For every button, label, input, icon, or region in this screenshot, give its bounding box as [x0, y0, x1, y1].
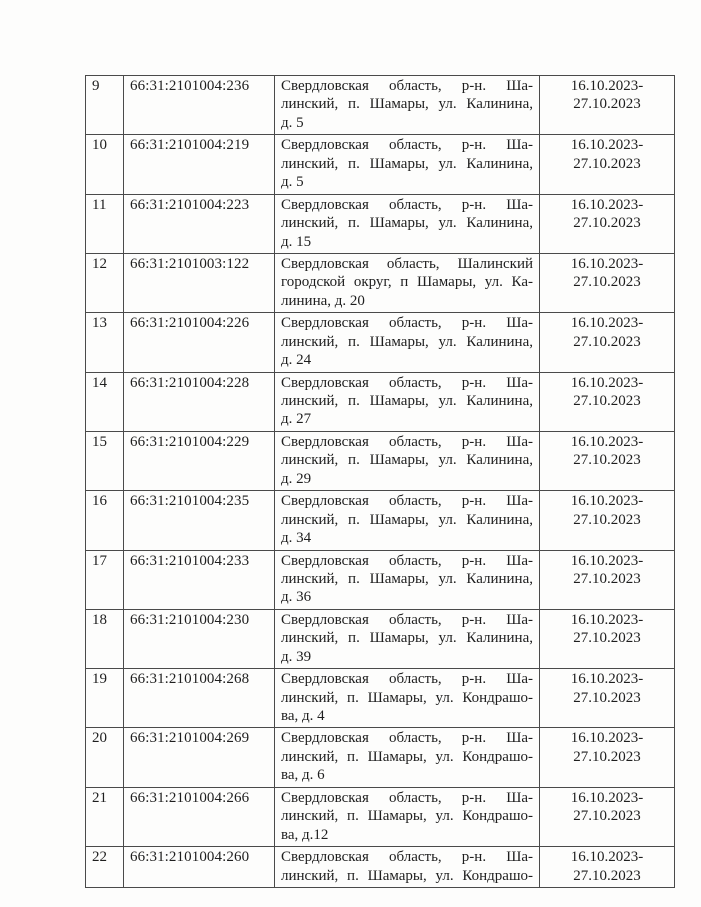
table-row	[86, 135, 675, 194]
period-line: 16.10.2023-	[570, 315, 644, 332]
row-number-cell: 10	[86, 135, 124, 194]
cadastral-number-cell: 66:31:2101004:266	[124, 787, 275, 846]
period-line: 16.10.2023-	[570, 849, 644, 866]
address-line: линский, п. Шамары, ул. Калинина,	[281, 155, 533, 172]
address-line: линский, п. Шамары, ул. Калинина,	[281, 333, 533, 350]
address-line: д. 5	[281, 114, 304, 131]
address-cell	[275, 313, 540, 372]
address-cell	[275, 431, 540, 490]
address-line: д. 36	[281, 589, 312, 606]
row-number-cell: 16	[86, 491, 124, 550]
cadastral-number-cell: 66:31:2101004:219	[124, 135, 275, 194]
address-cell	[275, 253, 540, 312]
cadastral-number-cell: 66:31:2101003:122	[124, 253, 275, 312]
period-line: 27.10.2023	[573, 511, 641, 528]
period-line: 16.10.2023-	[570, 730, 644, 747]
address-line: д. 5	[281, 174, 304, 191]
address-line: линский, п. Шамары, ул. Калинина,	[281, 452, 533, 469]
address-line: д. 29	[281, 470, 312, 487]
row-number-cell: 11	[86, 194, 124, 253]
period-line: 27.10.2023	[573, 689, 641, 706]
period-cell	[540, 135, 675, 194]
period-cell	[540, 194, 675, 253]
address-cell	[275, 847, 540, 888]
address-line: Свердловская область, р-н. Ша-	[281, 671, 533, 688]
period-cell	[540, 728, 675, 787]
period-cell	[540, 76, 675, 135]
address-cell	[275, 609, 540, 668]
address-line: линский, п. Шамары, ул. Калинина,	[281, 215, 533, 232]
cadastral-number-cell: 66:31:2101004:260	[124, 847, 275, 888]
cadastral-number-cell: 66:31:2101004:269	[124, 728, 275, 787]
table-row	[86, 76, 675, 135]
address-line: д. 34	[281, 530, 312, 547]
address-line: линский, п. Шамары, ул. Калинина,	[281, 511, 533, 528]
row-number-cell: 14	[86, 372, 124, 431]
cadastral-number-cell: 66:31:2101004:223	[124, 194, 275, 253]
address-line: Свердловская область, р-н. Ша-	[281, 78, 533, 94]
address-cell	[275, 135, 540, 194]
address-line: линский, п. Шамары, ул. Калинина,	[281, 393, 533, 409]
address-line: Свердловская область, р-н. Ша-	[281, 137, 533, 154]
address-line: линский, п. Шамары, ул. Кондрашо-	[281, 867, 533, 884]
period-line: 16.10.2023-	[570, 493, 644, 510]
address-line: д. 15	[281, 233, 312, 250]
period-line: 27.10.2023	[573, 452, 641, 469]
address-line: линский, п. Шамары, ул. Кондрашо-	[281, 689, 533, 706]
period-cell	[540, 847, 675, 888]
row-number-cell: 17	[86, 550, 124, 609]
period-cell	[540, 787, 675, 846]
period-line: 16.10.2023-	[570, 789, 644, 806]
table-row	[86, 313, 675, 372]
address-line: линский, п. Шамары, ул. Кондрашо-	[281, 748, 533, 765]
row-number-cell: 22	[86, 847, 124, 888]
cadastral-number-cell: 66:31:2101004:268	[124, 669, 275, 728]
period-cell	[540, 431, 675, 490]
period-line: 27.10.2023	[573, 155, 641, 172]
table-row	[86, 609, 675, 668]
row-number-cell: 9	[86, 76, 124, 135]
period-line: 16.10.2023-	[570, 433, 644, 450]
address-line: Свердловская область, р-н. Ша-	[281, 196, 533, 213]
address-line: линский, п. Шамары, ул. Кондрашо-	[281, 808, 533, 825]
period-line: 27.10.2023	[573, 393, 641, 409]
address-line: д. 39	[281, 648, 312, 665]
period-cell	[540, 313, 675, 372]
row-number-cell: 21	[86, 787, 124, 846]
period-cell	[540, 491, 675, 550]
period-cell	[540, 609, 675, 668]
address-line: Свердловская область, р-н. Ша-	[281, 789, 533, 806]
cadastral-number-cell: 66:31:2101004:236	[124, 76, 275, 135]
address-line: ва, д.12	[281, 826, 329, 843]
cadastral-number-cell: 66:31:2101004:229	[124, 431, 275, 490]
period-line: 16.10.2023-	[570, 374, 644, 391]
cadastral-number-cell: 66:31:2101004:228	[124, 372, 275, 431]
table-row	[86, 728, 675, 787]
address-line: городской округ, п Шамары, ул. Ка-	[281, 274, 533, 291]
row-number-cell: 12	[86, 253, 124, 312]
address-cell	[275, 194, 540, 253]
period-line: 16.10.2023-	[570, 137, 644, 154]
address-cell	[275, 491, 540, 550]
address-line: Свердловская область, р-н. Ша-	[281, 730, 533, 747]
address-cell	[275, 787, 540, 846]
table-row	[86, 194, 675, 253]
table-row	[86, 787, 675, 846]
row-number-cell: 20	[86, 728, 124, 787]
address-cell	[275, 550, 540, 609]
period-line: 16.10.2023-	[570, 611, 644, 628]
address-line: Свердловская область, р-н. Ша-	[281, 433, 533, 450]
period-line: 27.10.2023	[573, 808, 641, 825]
table-body	[86, 76, 675, 888]
address-line: ва, д. 4	[281, 708, 325, 724]
period-line: 16.10.2023-	[570, 671, 644, 688]
period-cell	[540, 253, 675, 312]
period-line: 27.10.2023	[573, 867, 641, 884]
row-number-cell: 15	[86, 431, 124, 490]
address-line: линский, п. Шамары, ул. Калинина,	[281, 570, 533, 587]
table-row	[86, 491, 675, 550]
address-line: д. 24	[281, 352, 312, 369]
period-cell	[540, 550, 675, 609]
cadastral-number-cell: 66:31:2101004:226	[124, 313, 275, 372]
period-line: 16.10.2023-	[570, 78, 644, 94]
cadastral-table	[85, 75, 675, 888]
address-cell	[275, 669, 540, 728]
table-row	[86, 431, 675, 490]
period-cell	[540, 669, 675, 728]
row-number-cell: 13	[86, 313, 124, 372]
period-line: 27.10.2023	[573, 96, 641, 113]
period-line: 27.10.2023	[573, 333, 641, 350]
address-line: Свердловская область, р-н. Ша-	[281, 552, 533, 569]
address-line: д. 27	[281, 411, 312, 428]
table-row	[86, 372, 675, 431]
period-line: 16.10.2023-	[570, 255, 644, 272]
address-line: Свердловская область, р-н. Ша-	[281, 493, 533, 510]
period-line: 16.10.2023-	[570, 552, 644, 569]
row-number-cell: 19	[86, 669, 124, 728]
table-row	[86, 847, 675, 888]
address-line: Свердловская область, р-н. Ша-	[281, 374, 533, 391]
address-line: Свердловская область, р-н. Ша-	[281, 611, 533, 628]
period-line: 16.10.2023-	[570, 196, 644, 213]
cadastral-number-cell: 66:31:2101004:235	[124, 491, 275, 550]
table-row	[86, 550, 675, 609]
cadastral-number-cell: 66:31:2101004:233	[124, 550, 275, 609]
row-number-cell: 18	[86, 609, 124, 668]
period-line: 27.10.2023	[573, 274, 641, 291]
period-line: 27.10.2023	[573, 630, 641, 647]
address-line: линина, д. 20	[281, 292, 365, 309]
address-line: линский, п. Шамары, ул. Калинина,	[281, 630, 533, 647]
table-row	[86, 669, 675, 728]
address-line: линский, п. Шамары, ул. Калинина,	[281, 96, 533, 113]
period-line: 27.10.2023	[573, 748, 641, 765]
address-cell	[275, 372, 540, 431]
address-cell	[275, 728, 540, 787]
period-line: 27.10.2023	[573, 570, 641, 587]
address-line: Свердловская область, р-н. Ша-	[281, 849, 533, 866]
address-line: Свердловская область, р-н. Ша-	[281, 315, 533, 332]
period-line: 27.10.2023	[573, 215, 641, 232]
address-line: Свердловская область, Шалинский	[281, 255, 533, 272]
cadastral-number-cell: 66:31:2101004:230	[124, 609, 275, 668]
address-cell	[275, 76, 540, 135]
table-row	[86, 253, 675, 312]
address-line: ва, д. 6	[281, 767, 325, 784]
period-cell	[540, 372, 675, 431]
